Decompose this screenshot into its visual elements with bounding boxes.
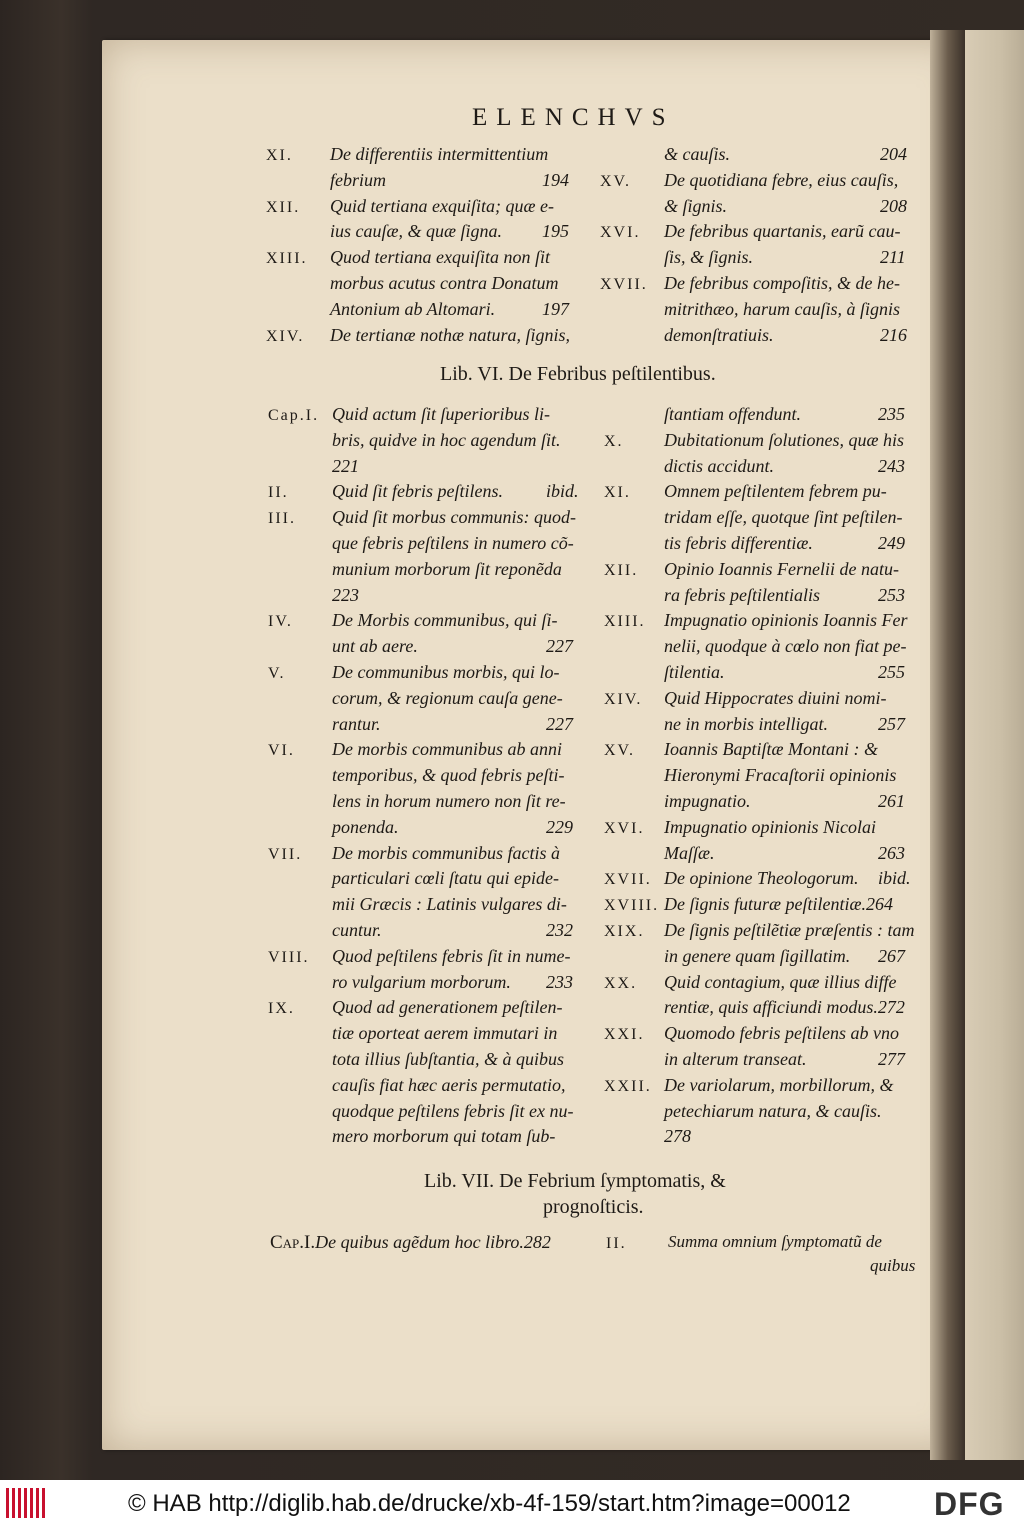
book7-entry-2-line1: Summa omnium ſymptomatũ de — [668, 1232, 882, 1251]
entry-title-line: quodque peſtilens febris ſit ex nu- — [332, 1100, 574, 1121]
page-number: 197 — [542, 298, 569, 319]
book7-heading-line2: prognoſticis. — [543, 1196, 644, 1218]
entry-number: XIII. — [266, 250, 308, 268]
page-number: 277 — [878, 1049, 905, 1069]
entry-title-line: lens in horum numero non ſit re- — [332, 791, 566, 811]
entry-number: XXII. — [604, 1077, 652, 1095]
running-head: ELENCHVS — [472, 104, 675, 131]
entry-title-line: tridam eſſe, quotque ſint peſtilen- — [664, 507, 903, 528]
book7-entry-1 — [270, 1232, 551, 1254]
entry-title-line: nelii, quodque à cœlo non fiat pe- — [664, 636, 907, 657]
entry-title-line: Quid contagium, quæ illius diffe — [664, 971, 897, 992]
entry-title-line: cauſis fiat hæc aeris permutatio, — [332, 1074, 566, 1095]
entry-title-line: 221 — [332, 455, 359, 476]
entry-title-line: De morbis communibus ab anni — [332, 739, 562, 760]
entry-title-line: Quid ſit morbus communis: quod- — [332, 507, 576, 528]
entry-number: X. — [604, 432, 624, 450]
entry-number: Cap.I. — [268, 407, 320, 424]
entry-number: XVI. — [604, 819, 645, 837]
entry-title: De quibus agẽdum hoc libro.282 — [315, 1232, 551, 1252]
entry-title-line: ra febris peſtilentialis — [664, 584, 820, 605]
book7-entry-2-line2: quibus — [870, 1256, 916, 1275]
facing-page-edge — [965, 30, 1024, 1460]
entry-title-line: impugnatio. — [664, 791, 751, 811]
page-number: 255 — [878, 662, 905, 682]
book7-heading-line1: Lib. VII. De Febrium ſymptomatis, & — [424, 1170, 726, 1192]
entry-title-line: & cauſis. — [664, 144, 730, 164]
entry-title-line: cuntur. — [332, 920, 382, 940]
entry-title-line: tiæ oporteat aerem immutari in — [332, 1023, 558, 1044]
entry-number: Cap.I. — [270, 1232, 316, 1253]
page-number: ibid. — [878, 868, 911, 889]
entry-number: XVII. — [600, 276, 648, 293]
entry-number: II. — [268, 484, 289, 502]
entry-title-line: ius cauſæ, & quæ ſigna. — [330, 221, 503, 242]
entry-title-line: Opinio Ioannis Fernelii de natu- — [664, 558, 899, 579]
entry-title-line: De variolarum, morbillorum, & — [664, 1074, 894, 1095]
entry-number: XVIII. — [604, 897, 660, 915]
entry-number: XII. — [266, 198, 301, 216]
entry-number: XVII. — [604, 871, 652, 889]
entry-title-line: rantur. — [332, 713, 381, 734]
dfg-logo: DFG — [934, 1486, 1005, 1522]
entry-title-line: unt ab aere. — [332, 636, 418, 657]
page-number: 204 — [880, 144, 907, 164]
entry-number: IX. — [268, 1000, 295, 1018]
page-number: 211 — [880, 247, 906, 268]
page-number: 261 — [878, 791, 905, 811]
entry-title-line: mii Græcis : Latinis vulgares di- — [332, 894, 567, 915]
page-number: 229 — [546, 816, 573, 837]
footer-bar — [0, 1480, 1024, 1527]
page-number: 235 — [878, 404, 905, 424]
entry-title-line: tis febris differentiæ. — [664, 533, 813, 553]
entry-number: XX. — [604, 974, 638, 992]
page-number: 249 — [878, 533, 905, 553]
page-number: 232 — [546, 920, 573, 940]
entry-title-line: Quid tertiana exquiſita; quæ e- — [330, 195, 554, 216]
page-number: 253 — [878, 584, 905, 605]
entry-title-line: Quid Hippocrates diuini nomi- — [664, 687, 887, 708]
entry-title-line: Ioannis Baptiſtæ Montani : & — [664, 739, 878, 760]
entry-title-line: & ſignis. — [664, 195, 728, 216]
entry-title-line: petechiarum natura, & cauſis. — [664, 1100, 882, 1121]
binding-gutter — [930, 30, 970, 1460]
entry-title-line: De febribus compoſitis, & de he- — [664, 273, 900, 293]
source-link[interactable]: © HAB http://diglib.hab.de/drucke/xb-4f-159/start.htm?image=00012 — [128, 1490, 851, 1517]
entry-title-line: Quod peſtilens febris ſit in nume- — [332, 945, 571, 966]
entry-title-line: particulari cœli ſtatu qui epide- — [332, 868, 559, 889]
page-number: 227 — [546, 636, 573, 657]
entry-title-line: Impugnatio opinionis Ioannis Fer — [664, 610, 908, 631]
entry-title-line: Antonium ab Altomari. — [330, 298, 496, 319]
entry-number: VI. — [268, 742, 295, 760]
entry-title-line: tota illius ſubſtantia, & à quibus — [332, 1049, 565, 1069]
entry-title-line: De Morbis communibus, qui ſi- — [332, 610, 558, 631]
entry-title-line: ſtantiam offendunt. — [664, 404, 801, 424]
page-number: 263 — [878, 842, 905, 863]
entry-number: XVI. — [600, 224, 641, 242]
entry-title-line: De febribus quartanis, earũ cau- — [664, 221, 901, 242]
entry-title-line: De quotidiana febre, eius cauſis, — [664, 169, 899, 190]
entry-number: XIV. — [604, 690, 643, 708]
entry-number: XV. — [604, 742, 636, 760]
page-number: 267 — [878, 945, 905, 966]
entry-title-line: Quod tertiana exquiſita non ſit — [330, 247, 550, 268]
entry-title-line: mitrithæo, harum cauſis, à ſignis — [664, 298, 901, 319]
entry-number: XII. — [604, 561, 639, 579]
entry-title-line: rentiæ, quis afficiundi modus.272 — [664, 997, 905, 1018]
entry-number: V. — [268, 665, 286, 682]
entry-number: XXI. — [604, 1026, 645, 1044]
entry-title-line: dictis accidunt. — [664, 455, 774, 476]
entry-title-line: De differentiis intermittentium — [330, 144, 549, 164]
page-number: 216 — [880, 324, 907, 345]
page-number: ibid. — [546, 481, 579, 502]
entry-title-line: De opinione Theologorum. — [664, 868, 859, 889]
entry-title-line: ſtilentia. — [664, 662, 725, 682]
page-number: 194 — [542, 169, 569, 190]
entry-number: VII. — [268, 845, 303, 863]
entry-title-line: ſis, & ſignis. — [664, 247, 754, 268]
entry-number: XIX. — [604, 923, 645, 940]
entry-title-line: Quid ſit febris peſtilens. — [332, 481, 503, 502]
page-number: 195 — [542, 221, 569, 242]
entry-title-line: febrium — [330, 169, 386, 190]
entry-title-line: Dubitationum ſolutiones, quæ his — [664, 429, 905, 450]
page-number: 208 — [880, 195, 907, 216]
entry-title-line: temporibus, & quod febris peſti- — [332, 765, 565, 786]
entry-number: XV. — [600, 172, 632, 190]
entry-title-line: corum, & regionum cauſa gene- — [332, 687, 563, 708]
book6-heading: Lib. VI. De Febribus peſtilentibus. — [440, 363, 716, 385]
entry-title-line: De ſignis futuræ peſtilentiæ.264 — [664, 894, 893, 915]
entry-title-line: bris, quidve in hoc agendum ſit. — [332, 429, 561, 450]
entry-title-line: munium morborum ſit reponẽda — [332, 558, 562, 579]
entry-title-line: De morbis communibus factis à — [332, 842, 560, 863]
entry-title-line: Hieronymi Fracaſtorii opinionis — [664, 765, 897, 786]
entry-number: XIV. — [266, 327, 305, 345]
entry-title-line: ro vulgarium morborum. — [332, 971, 511, 992]
entry-title-line: De tertianæ nothæ natura, ſignis, — [330, 324, 571, 345]
entry-title-line: 223 — [332, 584, 359, 605]
entry-title-line: in genere quam ſigillatim. — [664, 945, 851, 966]
entry-number: XI. — [604, 484, 631, 502]
entry-number: IV. — [268, 613, 293, 631]
entry-title-line: Maſſæ. — [664, 842, 715, 863]
entry-title-line: Quid actum ſit ſuperioribus li- — [332, 404, 550, 424]
entry-number: III. — [268, 510, 296, 528]
book7-entry-2-number: II. — [606, 1235, 627, 1252]
entry-title-line: Quomodo febris peſtilens ab vno — [664, 1023, 899, 1044]
page-number: 257 — [878, 713, 905, 734]
entry-title-line: mero morborum qui totam ſub- — [332, 1126, 556, 1147]
entry-title-line: De ſignis peſtilẽtiæ præſentis : tam — [664, 920, 915, 940]
entry-title-line: demonſtratiuis. — [664, 324, 774, 345]
entry-title-line: ponenda. — [332, 816, 399, 837]
entry-title-line: Omnem peſtilentem febrem pu- — [664, 481, 887, 502]
page-number: 227 — [546, 713, 573, 734]
page-number: 233 — [546, 971, 573, 992]
entry-title-line: Impugnatio opinionis Nicolai — [664, 816, 877, 837]
hab-logo — [6, 1488, 46, 1518]
page-number: 243 — [878, 455, 905, 476]
entry-title-line: in alterum transeat. — [664, 1049, 807, 1069]
entry-number: XI. — [266, 147, 293, 164]
entry-title-line: morbus acutus contra Donatum — [330, 273, 559, 293]
entry-number: XIII. — [604, 613, 646, 631]
entry-title-line: que febris peſtilens in numero cõ- — [332, 533, 574, 553]
entry-title-line: Quod ad generationem peſtilen- — [332, 997, 563, 1018]
entry-title-line: ne in morbis intelligat. — [664, 713, 828, 734]
entry-number: VIII. — [268, 948, 310, 966]
entry-title-line: De communibus morbis, qui lo- — [332, 662, 560, 682]
entry-title-line: 278 — [664, 1126, 691, 1147]
